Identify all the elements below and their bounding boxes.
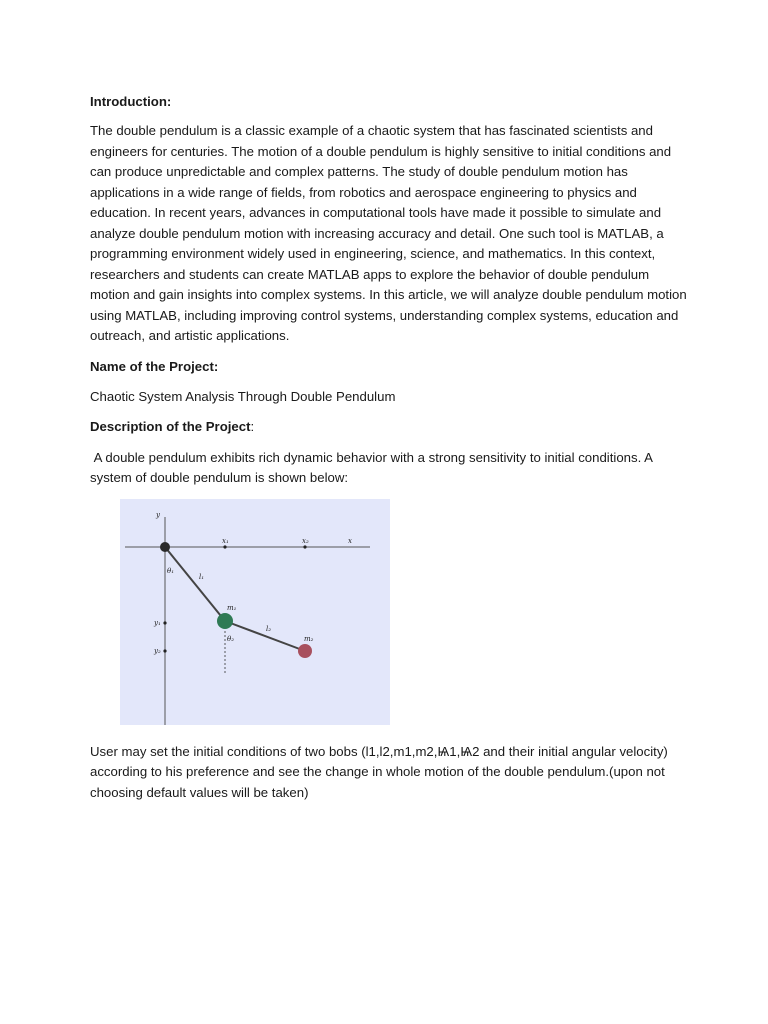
description-paragraph: A double pendulum exhibits rich dynamic behavior with a strong sensitivity to initial conditions. A system of double pendulum is shown below: — [90, 449, 656, 485]
double-pendulum-figure — [120, 499, 390, 725]
y1-label: y₁ — [154, 618, 161, 627]
m1-label: m₁ — [227, 603, 237, 612]
pivot-point — [160, 542, 170, 552]
y-axis-label: y — [156, 510, 160, 519]
double-pendulum-diagram — [120, 499, 390, 725]
description-heading-colon: : — [250, 419, 255, 434]
project-name-heading: Name of the Project: — [90, 358, 219, 374]
document-page — [90, 92, 690, 803]
bob-2 — [298, 644, 312, 658]
l1-label: l₁ — [199, 572, 205, 581]
description-heading — [90, 417, 690, 438]
x-axis-label: x — [348, 536, 352, 545]
theta2-label: θ₂ — [227, 634, 235, 643]
bob-1 — [217, 613, 233, 629]
theta1-label: θ₁ — [167, 566, 175, 575]
y2-label: y₂ — [154, 646, 161, 655]
project-name-text: Chaotic System Analysis Through Double Pendulum — [90, 388, 396, 404]
closing-paragraph: User may set the initial conditions of two bobs (l1,l2,m1,m2,Ѩ1,Ѩ2 and their initial angular velocity) according to his preference and see the change in whole motion of the double pendulum.(upon not choosing default values will be taken) — [90, 743, 668, 800]
x1-label: x₁ — [222, 536, 229, 545]
x2-tick-dot — [303, 545, 306, 548]
figure-background — [120, 499, 390, 725]
m2-label: m₂ — [304, 634, 314, 643]
l2-label: l₂ — [266, 624, 272, 633]
introduction-heading: Introduction: — [90, 94, 172, 109]
y2-tick-dot — [163, 649, 166, 652]
description-heading-bold: Description of the Project — [90, 419, 251, 434]
x1-tick-dot — [223, 545, 226, 548]
x2-label: x₂ — [302, 536, 309, 545]
introduction-paragraph: The double pendulum is a classic example of a chaotic system that has fascinated scientists and engineers for centuries. The motion of a double pendulum is highly sensitive to initial conditions and can produce unpredictable and complex patterns. The study of double pendulum motion has applications in a wide range of fields, from robotics and aerospace engineering to physics and education. In recent years, advances in computational tools have made it possible to simulate and analyze double pendulum motion with increasing accuracy and detail. One such tool is MATLAB, a programming environment widely used in engineering, science, and mathematics. In this context, researchers and students can create MATLAB apps to explore the behavior of double pendulum motion and gain insights into complex systems. In this article, we will analyze double pendulum motion using MATLAB, including improving control systems, understanding complex systems, education and outreach, and artistic applications. — [90, 123, 687, 343]
y1-tick-dot — [163, 621, 166, 624]
